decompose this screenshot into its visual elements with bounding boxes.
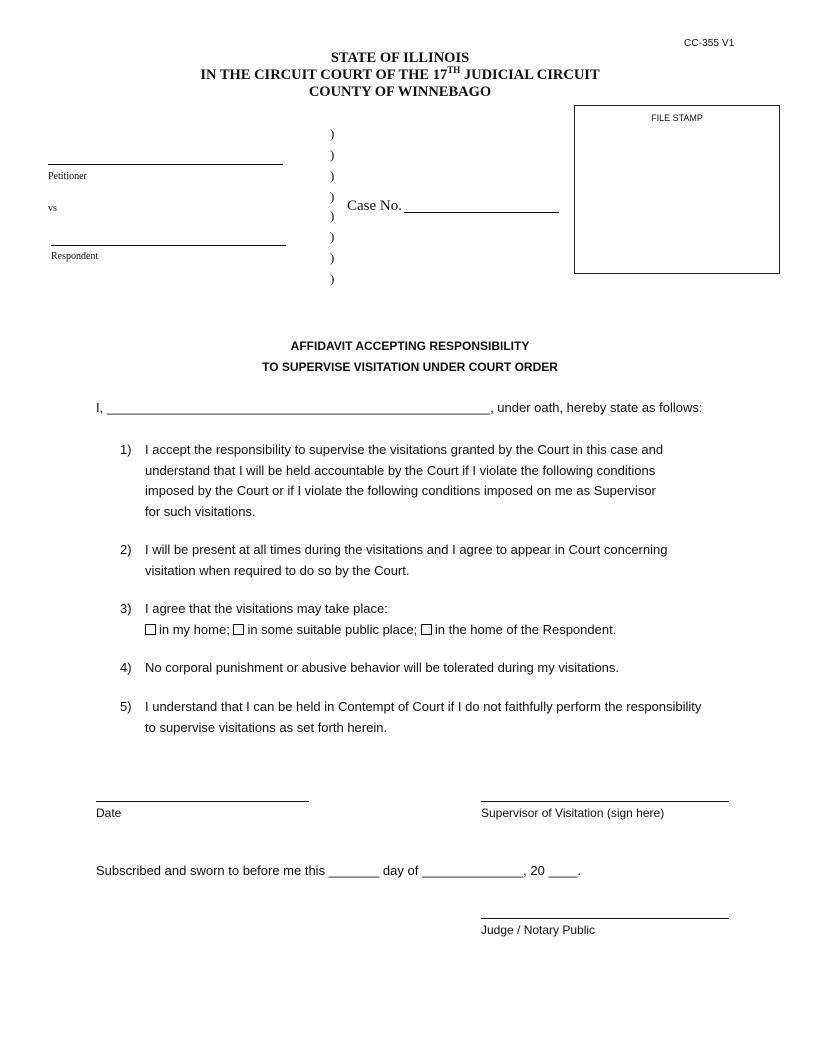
item-5-text xyxy=(145,697,755,738)
item-2-text xyxy=(145,540,755,581)
vs-label: vs xyxy=(48,203,57,214)
item-number: 4) xyxy=(120,660,132,675)
caption-paren: ) xyxy=(330,208,335,223)
item-line: I agree that the visitations may take place: xyxy=(145,601,388,616)
header-court xyxy=(0,67,808,84)
caption-paren: ) xyxy=(330,147,335,162)
respondent-label: Respondent xyxy=(51,251,99,262)
item-line: visitation when required to do so by the Court. xyxy=(145,562,410,578)
file-stamp-label: FILE STAMP xyxy=(651,113,703,123)
case-no-label: Case No. xyxy=(347,198,402,214)
item-4-text xyxy=(145,658,755,679)
supervisor-label: Supervisor of Visitation (sign here) xyxy=(481,806,665,820)
item-line: No corporal punishment or abusive behavior will be tolerated during my visitations. xyxy=(145,660,620,675)
affidavit-title-line2: TO SUPERVISE VISITATION UNDER COURT ORDER xyxy=(262,360,558,374)
item-1-text xyxy=(145,440,755,522)
date-label: Date xyxy=(96,806,122,820)
intro-prefix: I, xyxy=(96,400,104,415)
location-options xyxy=(145,620,755,641)
checkbox-public-place[interactable] xyxy=(233,624,244,635)
item-line: I understand that I can be held in Contempt of Court if I do not faithfully perform the responsibility xyxy=(145,699,702,714)
supervisor-signature-line[interactable] xyxy=(481,801,729,802)
option-label: in some suitable public place; xyxy=(247,621,418,637)
caption-paren: ) xyxy=(330,168,335,183)
item-number: 2) xyxy=(120,542,132,557)
jurat-statement[interactable]: Subscribed and sworn to before me this _______ day of ______________, 20 ____. xyxy=(96,863,581,878)
affiant-name-field[interactable]: _____________________________________________________ xyxy=(106,400,491,415)
judge-signature-line[interactable] xyxy=(481,918,729,919)
item-line: for such visitations. xyxy=(145,503,256,519)
intro-statement xyxy=(96,398,703,419)
case-no-field[interactable] xyxy=(404,212,559,213)
header-county: COUNTY OF WINNEBAGO xyxy=(308,84,492,100)
item-line: to supervise visitations as set forth herein. xyxy=(145,719,388,735)
caption-paren: ) xyxy=(330,229,335,244)
header-court-suffix: JUDICIAL CIRCUIT xyxy=(460,67,600,83)
option-label: in my home; xyxy=(159,621,230,637)
item-line: I will be present at all times during the visitations and I agree to appear in Court concerning xyxy=(145,542,668,557)
caption-paren: ) xyxy=(330,250,335,265)
header-state: STATE OF ILLINOIS xyxy=(330,50,470,66)
item-line: I accept the responsibility to supervise the visitations granted by the Court in this case and xyxy=(145,442,664,457)
checkbox-respondent-home[interactable] xyxy=(421,624,432,635)
date-signature-line[interactable] xyxy=(96,801,309,802)
option-label: in the home of the Respondent. xyxy=(434,621,617,637)
respondent-name-line[interactable] xyxy=(51,245,286,246)
item-number: 5) xyxy=(120,699,132,714)
judge-label: Judge / Notary Public xyxy=(481,923,596,937)
item-number: 1) xyxy=(120,442,132,457)
header-court-sup: TH xyxy=(447,65,461,75)
petitioner-name-line[interactable] xyxy=(48,164,283,165)
caption-paren: ) xyxy=(330,126,335,141)
item-3-text xyxy=(145,599,755,640)
checkbox-my-home[interactable] xyxy=(145,624,156,635)
item-number: 3) xyxy=(120,601,132,616)
affidavit-title-line1: AFFIDAVIT ACCEPTING RESPONSIBILITY xyxy=(290,339,530,353)
item-line: imposed by the Court or if I violate the following conditions imposed on me as Supervisor xyxy=(145,483,656,498)
item-line: understand that I will be held accountable by the Court if I violate the following conditions xyxy=(145,462,656,478)
header-court-prefix: IN THE CIRCUIT COURT OF THE 17 xyxy=(200,67,448,83)
form-code: CC-355 V1 xyxy=(684,38,735,49)
caption-paren: ) xyxy=(330,271,335,286)
caption-paren: ) xyxy=(330,189,335,204)
petitioner-label: Petitioner xyxy=(48,171,87,182)
intro-suffix: , under oath, hereby state as follows: xyxy=(490,400,703,415)
file-stamp-box xyxy=(574,105,780,274)
